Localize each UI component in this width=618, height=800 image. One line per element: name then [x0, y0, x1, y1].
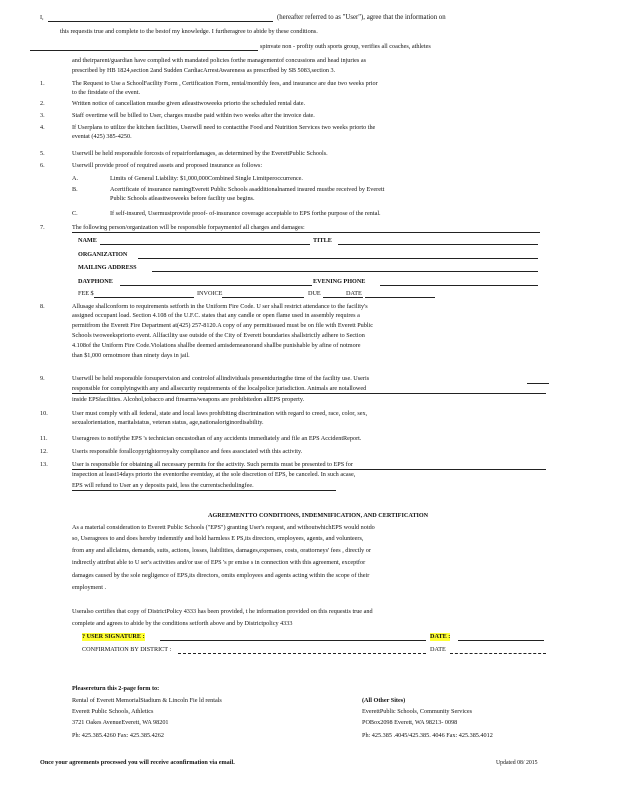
- item-number: 1.: [40, 80, 45, 87]
- stadium-address-line: 3721 Oakes AvenueEverett, WA 98201: [72, 719, 169, 726]
- item-number: 2.: [40, 100, 45, 107]
- item-number: 7.: [40, 224, 45, 231]
- agreement-heading: AGREEMENTTO CONDITIONS, INDEMNIFICATION, AND CERTIFICATION: [208, 512, 429, 519]
- sub-item-b-line: Acertificate of insurance namingEverett Public Schools asadditionalnamed insured mustbe received by Everett: [110, 186, 385, 193]
- item-9-underline: [72, 393, 546, 394]
- community-phone-line: Ph: 425.385 .4045/425.385. 4046 Fax: 425.385.4012: [362, 732, 493, 739]
- due-label: DUE: [308, 290, 321, 297]
- title-field[interactable]: [338, 244, 538, 245]
- item-8-line: than $1,000 ormotmore than ninety days in jail.: [72, 352, 190, 359]
- intro-i-label: I,: [40, 14, 44, 21]
- evening-phone-field[interactable]: [380, 285, 538, 286]
- invoice-label: INVOICE: [197, 290, 223, 297]
- user-signature-label: ? USER SIGNATURE :: [82, 633, 145, 640]
- item-10-line: User must comply with all federal, state and local laws prohibiting discrimination with regard to creed, race, color, sex,: [72, 410, 368, 417]
- item-12-line: Useris responsible forallcopyrightorroyalty compliance and fees associated with this activity.: [72, 448, 303, 455]
- item-5-line: Userwill be held responsible forcosts of repairfordamages, as determined by the EverettPublic Schools.: [72, 150, 328, 157]
- user-signature-field[interactable]: [160, 640, 426, 641]
- agreement-line: so, Useragrees to and does hereby indemnify and hold harmless E PS,its directors, employees, agents, and volunteers,: [72, 535, 364, 542]
- item-13-line: inspection at least14days priorto the eventorthe eventday, at the sole discretion of EPS, be canceled. In such acase,: [72, 471, 356, 478]
- stadium-address-line: Everett Public Schools, Athletics: [72, 708, 154, 715]
- sub-item-b-line: Public Schools atleasttwoweeks before facility use begins.: [110, 195, 255, 202]
- item-4-line: If Userplans to utilize the kitchen facilities, Userwill need to contactthe Food and Nutrition Services two weeks priorto the: [72, 124, 376, 131]
- intro-line1: (hereafter referred to as "User"), agree that the information on: [277, 14, 446, 21]
- dayphone-label: DAYPHONE: [78, 278, 113, 285]
- item-8-line: 4.108of the Uniform Fire Code.Violations shallbe deemed amisdemeanorand shallbe punishable by afine of notmore: [72, 342, 361, 349]
- intro-line3: spinvate non - profity outh sports group, verifies all coaches, athletes: [260, 43, 431, 50]
- item-number: 4.: [40, 124, 45, 131]
- organization-field[interactable]: [138, 258, 538, 259]
- other-sites-heading: (All Other Sites): [362, 697, 406, 704]
- item-8-line: permitfrom the Everett Fire Department at(425) 257-8120.A copy of any permitissued must be on file with Everett Public: [72, 322, 374, 329]
- item-10-line: sexualorientation, maritalstatus, veteran status, age,nationaloriginordisability.: [72, 419, 264, 426]
- item-8-line: assigned occupant load. Section 4.108 of the U.F.C. states that any candle or open flame used in assembly requires a: [72, 312, 360, 319]
- sub-item-c-line: If self-insured, Usermustprovide proof- of-insurance coverage acceptable to EPS forthe purpose of the rental.: [110, 210, 381, 217]
- certification-line: Useralso certifies that copy of DistrictPolicy 4333 has been provided, t he information provided on this requestis true and: [72, 608, 373, 615]
- agreement-line: As a material consideration to Everett Public Schools ("EPS") granting User's request, and withoutwhichEPS would notdo: [72, 524, 375, 531]
- sub-item-letter: C.: [72, 210, 78, 217]
- item-13-underline: [72, 469, 546, 470]
- return-heading: Pleasereturn this 2-page form to:: [72, 685, 160, 692]
- confirmation-label: CONFIRMATION BY DISTRICT :: [82, 646, 172, 653]
- community-address-line: POBox2098 Everett, WA 98213- 0098: [362, 719, 458, 726]
- organization-blank[interactable]: [30, 50, 258, 51]
- sub-item-letter: B.: [72, 186, 78, 193]
- item-9-underline: [527, 383, 549, 384]
- item-11-line: Useragrees to notifythe EPS 's technician oncustodian of any accidents immediately and file an EPS AccidentReport.: [72, 435, 362, 442]
- mailing-address-label: MAILING ADDRESS: [78, 264, 137, 271]
- signature-date-field[interactable]: [458, 640, 544, 641]
- stadium-address-line: Rental of Everett MemorialStadium & Lincoln Fie ld rentals: [72, 697, 222, 704]
- item-8-line: Allusage shallconform to requirements setforth in the Uniform Fire Code. U ser shall restrict attendance to the facility's: [72, 303, 368, 310]
- community-address-line: EverettPublic Schools, Community Services: [362, 708, 472, 715]
- intro-line5: prescribed by HB 1824,section 2and Sudden CardiacArrestAwareness as prescribed by SB 5083,section 3.: [72, 67, 336, 74]
- date-field[interactable]: [365, 297, 435, 298]
- item-13-line: EPS will refund to User an y deposits paid, less the currentschedulingfee.: [72, 482, 254, 489]
- item-number: 8.: [40, 303, 45, 310]
- dayphone-field[interactable]: [120, 285, 312, 286]
- confirmation-date-field[interactable]: [450, 653, 546, 654]
- agreement-line: damages caused by the sole negligence of EPS,its directors, omits employees and agents acting within the scope of their: [72, 572, 370, 579]
- item-number: 3.: [40, 112, 45, 119]
- name-field[interactable]: [100, 244, 310, 245]
- evening-phone-label: EVENING PHONE: [313, 278, 366, 285]
- fee-field[interactable]: [94, 297, 194, 298]
- item-9-line: responsible for complyingwith any and allsecurity requirements of the localpolice jurisdiction. Animals are notallowed: [72, 385, 367, 392]
- fee-label: FEE $: [78, 290, 94, 297]
- item-number: 10.: [40, 410, 48, 417]
- item-13-underline: [72, 490, 336, 491]
- item-number: 9.: [40, 375, 45, 382]
- confirmation-date-label: DATE: [430, 646, 446, 653]
- item-7-line: The following person/organization will be responsible forpaymentof all charges and damages:: [72, 224, 305, 231]
- confirmation-note: Once your agreements processed you will receive aconfirmation via email.: [40, 759, 235, 766]
- updated-date: Updated 08/ 2015: [496, 760, 538, 766]
- item-8-line: Schools twoweekspriorto event. Allfacility use outside of the City of Everett boundaries shallstrictly adhere to Section: [72, 332, 365, 339]
- item-number: 12.: [40, 448, 48, 455]
- intro-line2: this requestis true and complete to the bestof my knowledge. I furtheragree to abide by these conditions.: [60, 28, 318, 35]
- item-9-line: inside EPSfacilities. Alcohol,tobacco and firearms/weapons are prohibitedon allEPS property.: [72, 396, 305, 403]
- agreement-line: employment .: [72, 584, 107, 591]
- sub-item-letter: A.: [72, 175, 79, 182]
- agreement-line: from any and allclaims, demands, suits, actions, losses, liabilities, damages,expenses, costs, orattorneys' fees , directly or: [72, 547, 371, 554]
- invoice-field[interactable]: [222, 297, 304, 298]
- item-number: 13.: [40, 461, 48, 468]
- item-2-line: Written notice of cancellation mustbe given atleasttwoweeks priorto the scheduled rental date.: [72, 100, 306, 107]
- certification-line: complete and agrees to abide by the conditions setforth above and by Districtpolicy 4333: [72, 620, 293, 627]
- item-1-line: The Request to Use a SchoolFacility Form , Certification Form, rental/monthly fees, and insurance are due two weeks prior: [72, 80, 378, 87]
- item-6-line: Userwill provide proof of required assets and proposed insurance as follows:: [72, 162, 263, 169]
- item-number: 11.: [40, 435, 48, 442]
- agreement-line: indirectly attribut able to U ser's activities and/or use of EPS 's pr emise s in connection with this agreement, exceptfor: [72, 559, 366, 566]
- intro-line4: and theirparent/guardian have complied with mandated policies forthe managementof concussions and head injuries as: [72, 57, 366, 64]
- user-name-blank[interactable]: [48, 21, 273, 22]
- organization-label: ORGANIZATION: [78, 251, 128, 258]
- item-number: 6.: [40, 162, 45, 169]
- item-9-line: Userwill be held responsible forsupervision and controlof allindividuals presentduringthe time of the facility use. Useris: [72, 375, 370, 382]
- confirmation-field[interactable]: [178, 653, 426, 654]
- stadium-phone-line: Ph: 425.385.4260 Fax: 425.385.4262: [72, 732, 164, 739]
- date-label: DATE: [346, 290, 362, 297]
- name-label: NAME: [78, 237, 97, 244]
- title-label: TITLE: [313, 237, 332, 244]
- item-1-line: to the firstdate of the event.: [72, 89, 141, 96]
- item-7-underline: [72, 232, 540, 233]
- item-3-line: Staff overtime will be billed to User, charges mustbe paid within two weeks after the invoice date.: [72, 112, 315, 119]
- item-number: 5.: [40, 150, 45, 157]
- item-13-line: User is responsible for obtaining all necessary permits for the activity. Such permits must be presented to EPS for: [72, 461, 353, 468]
- mailing-address-field[interactable]: [152, 271, 538, 272]
- signature-date-label: DATE :: [430, 633, 451, 640]
- sub-item-a-line: Limits of General Liability: $1,000,000Combined Single Limitperoccurrence.: [110, 175, 303, 182]
- item-4-line: eventat (425) 385-4250.: [72, 133, 132, 140]
